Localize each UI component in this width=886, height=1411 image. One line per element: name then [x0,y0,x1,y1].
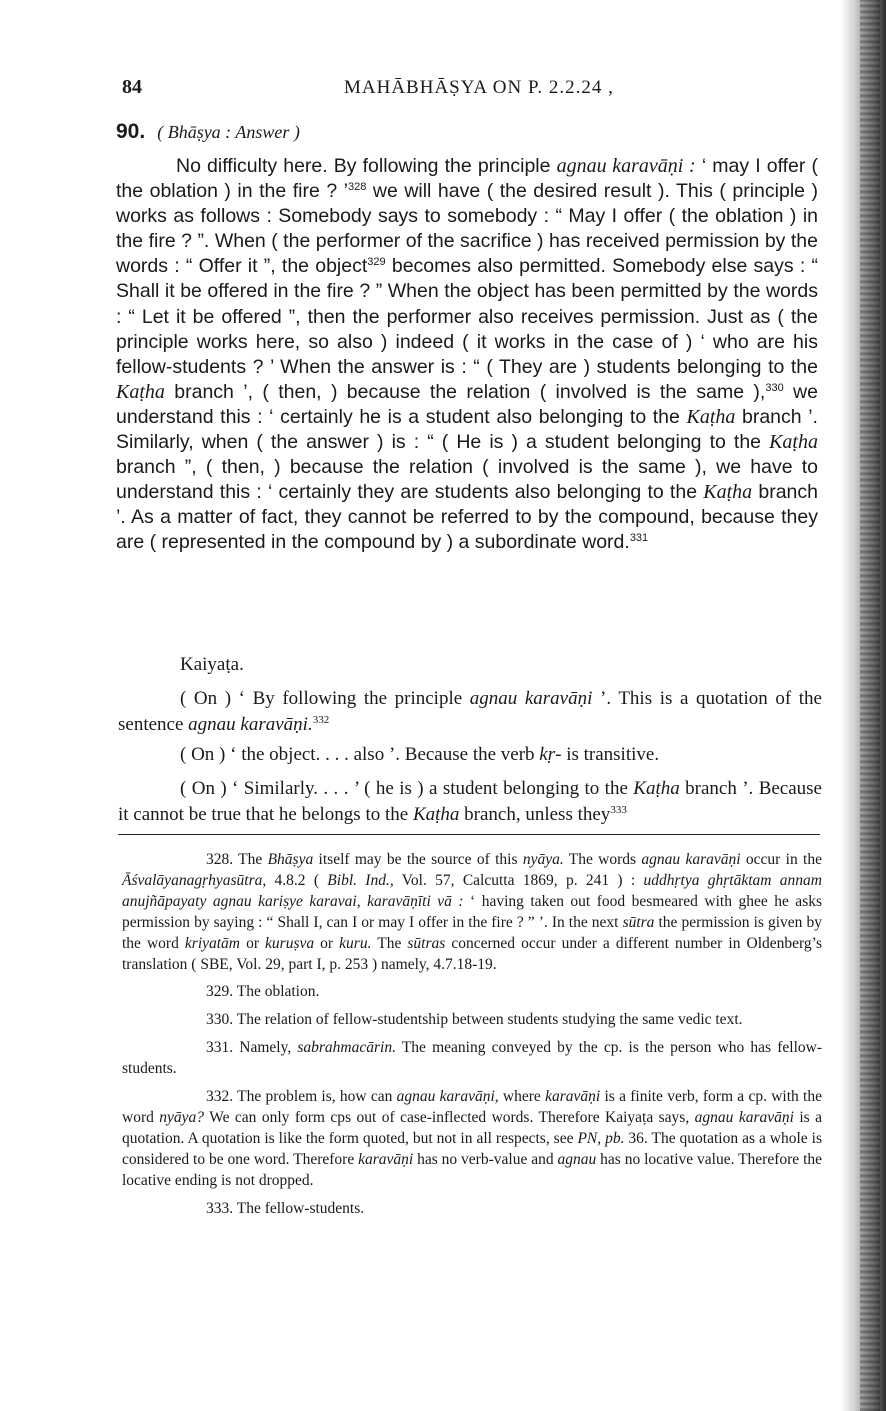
italic-term: kṛ- [539,744,562,765]
text-run: branch ’. Similarly, when ( the answer ) is : “ ( He is ) a student belonging to the [116,405,818,454]
text-run: branch ’. As a matter of fact, they cannot be referred to by the compound, because they are ( represented in the compound by ) a subordinate word. [116,481,818,554]
text-run: concerned occur under a different number in [445,934,747,952]
footnote-ref: 329 [367,256,386,269]
section-label: ( Bhāṣya : Answer ) [157,122,300,142]
footnote-332 [122,1087,822,1192]
footnote-330: 330. The relation of fellow-studentship between students studying the same vedic text. [206,1011,743,1029]
italic-term: agnau karavāṇi, [396,1088,499,1106]
commentary-heading: Kaiyaṭa. [180,654,244,675]
italic-term: sūtra [622,913,655,931]
text-run: is a quotation. A quotation is like the form quoted, but not in all respects, see [122,1108,823,1147]
page-edge-shadow [840,0,886,1411]
footnote-328 [122,850,822,975]
italic-term: Kaṭha [703,481,753,504]
page-number: 84 [122,76,142,98]
italic-term: agnau [557,1150,597,1168]
page-edge-texture [860,0,880,1411]
italic-term: Bibl. Ind., [327,871,394,889]
text-run: ( On ) ‘ the object. . . . also ’. Because the verb [180,744,540,765]
text-run: is transitive. [561,744,660,765]
italic-term: Kaṭha [633,778,680,799]
italic-term: Kaṭha [769,431,818,454]
text-run: where [498,1088,546,1106]
footnotes [122,850,822,1227]
italic-term: nyāya? [159,1108,205,1126]
italic-term: agnau karavāṇi [694,1108,794,1126]
italic-term: PN, pb. [577,1129,625,1147]
text-run: 328. The [206,851,268,868]
italic-term: agnau karavāṇi [469,688,593,709]
footnote-331 [122,1038,822,1080]
text-run: Vol. 57, Calcutta 1869, p. 241 ) : [393,871,644,889]
italic-term: Āśvalāyanagṛhyasūtra, [122,871,267,889]
footnote-ref: 328 [348,181,367,194]
commentary-paragraph-1 [118,686,822,738]
text-run: is a finite verb, form a cp. with the word [122,1088,822,1126]
italic-term: agnau karavāṇi : [556,155,696,177]
text-run: occur in the [740,851,822,868]
text-run: has no locative value. Therefore the locative ending is not dropped. [122,1150,823,1189]
text-run: branch ’, ( then, ) because the relation ( involved is the same ), [164,380,766,403]
main-text [116,154,818,556]
footnote-ref: 333 [610,804,627,816]
text-run: No difficulty here. By following the principle [176,155,557,177]
text-run: translation ( SBE, Vol. 29, part I, p. 253 ) namely, 4.7.18-19. [122,955,497,973]
footnote-ref: 330 [765,381,784,394]
text-run: We can only form cps out of case-inflected words. Therefore Kaiyaṭa says, [204,1108,695,1126]
italic-term: sabrahmacārin. [297,1039,396,1057]
text-run: ( On ) ‘ By following the principle [180,688,470,709]
running-title: MAHĀBHĀṢYA ON P. 2.2.24 , [344,77,614,98]
text-run: branch, unless they [459,804,611,825]
footnote-divider [118,834,820,835]
text-run: ’. This is a quotation of the sentence [118,688,822,735]
text-run: ‘ having taken out food besmeared with ghee he asks permission by saying : “ Shall I, can I or may I offer in the fire ? ” ’. In the next [122,892,823,931]
italic-term: Kaṭha [412,804,460,825]
text-run: or [240,934,266,952]
main-paragraph [116,154,818,556]
small-caps-name: Oldenberg’s [746,934,822,952]
italic-term: kriyatām [184,934,241,952]
text-run: 332. The problem is, how can [206,1088,397,1106]
text-run: branch ’. Because it cannot be true that he belongs to the [118,778,822,825]
footnote-333: 333. The fellow-students. [206,1199,365,1217]
text-run: ( On ) ‘ Similarly. . . . ’ ( he is ) a student belonging to the [180,778,634,799]
italic-term: Bhāṣya [267,851,314,868]
footnote-329: 329. The oblation. [206,983,320,1001]
italic-term: Kaṭha [116,380,165,403]
text-run: the permission is given by the word [122,913,822,952]
text-run: 331. Namely, [206,1039,298,1057]
commentary-paragraph-2 [118,742,822,768]
text-run: The meaning conveyed by the cp. is the person who has fellow-students. [122,1039,822,1078]
text-run: becomes also permitted. Somebody else says : “ Shall it be offered in the fire ? ” When the object has been permitted by the words : “ Let it be offered ”, then the performer also receives permission. Just as ( the principle works here, so also ) indeed ( it works in the case of ) ‘ who are his fellow-students ? ’ When the answer is : “ ( They are ) students belonging to the [116,255,818,378]
text-run: itself may be the source of this [313,851,523,868]
italic-term: uddhṛtya ghṛtāktam annam anujñāpayaty agnau kariṣye karavai, karavāṇīti vā : [122,871,822,910]
text-run: 36. The quotation as a whole is considered to be one word. Therefore [122,1129,822,1168]
text-run: branch ”, ( then, ) because the relation ( involved is the same ), we have to understand this : ‘ certainly they are students also belonging to the [116,456,818,504]
section-heading [116,120,300,144]
footnote-ref: 331 [629,532,649,545]
italic-term: karavāṇi [358,1150,414,1168]
page-header [122,76,822,100]
text-run: ‘ may I offer ( the oblation ) in the fire ? ’ [116,155,818,203]
section-number: 90. [116,120,146,143]
italic-term: kuruṣva [265,934,315,952]
text-run: The words [563,851,642,868]
italic-term: karavāṇi [545,1088,601,1106]
italic-term: sūtras [407,934,446,952]
text-run: or [314,934,340,952]
footnote-ref: 332 [312,714,330,726]
text-run: we will have ( the desired result ). This ( principle ) works as follows : Somebody says to somebody : “ May I offer ( the oblation ) in the fire ? ”. When ( the performer of the sacrifice ) has received permission by the words : “ Offer it ”, the object [116,180,818,278]
italic-term: nyāya. [522,851,564,868]
italic-term: agnau karavāṇi [641,851,741,868]
text-run: 4.8.2 ( [266,871,328,889]
italic-term: kuru. [339,934,372,952]
commentary-paragraph-3 [118,776,822,828]
italic-term: Kaṭha [686,405,736,428]
italic-term: agnau karavāṇi. [188,714,313,735]
text-run: we understand this : ‘ certainly he is a student also belonging to the [116,380,818,428]
text-run: has no verb-value and [413,1150,558,1168]
text-run: The [371,934,408,952]
